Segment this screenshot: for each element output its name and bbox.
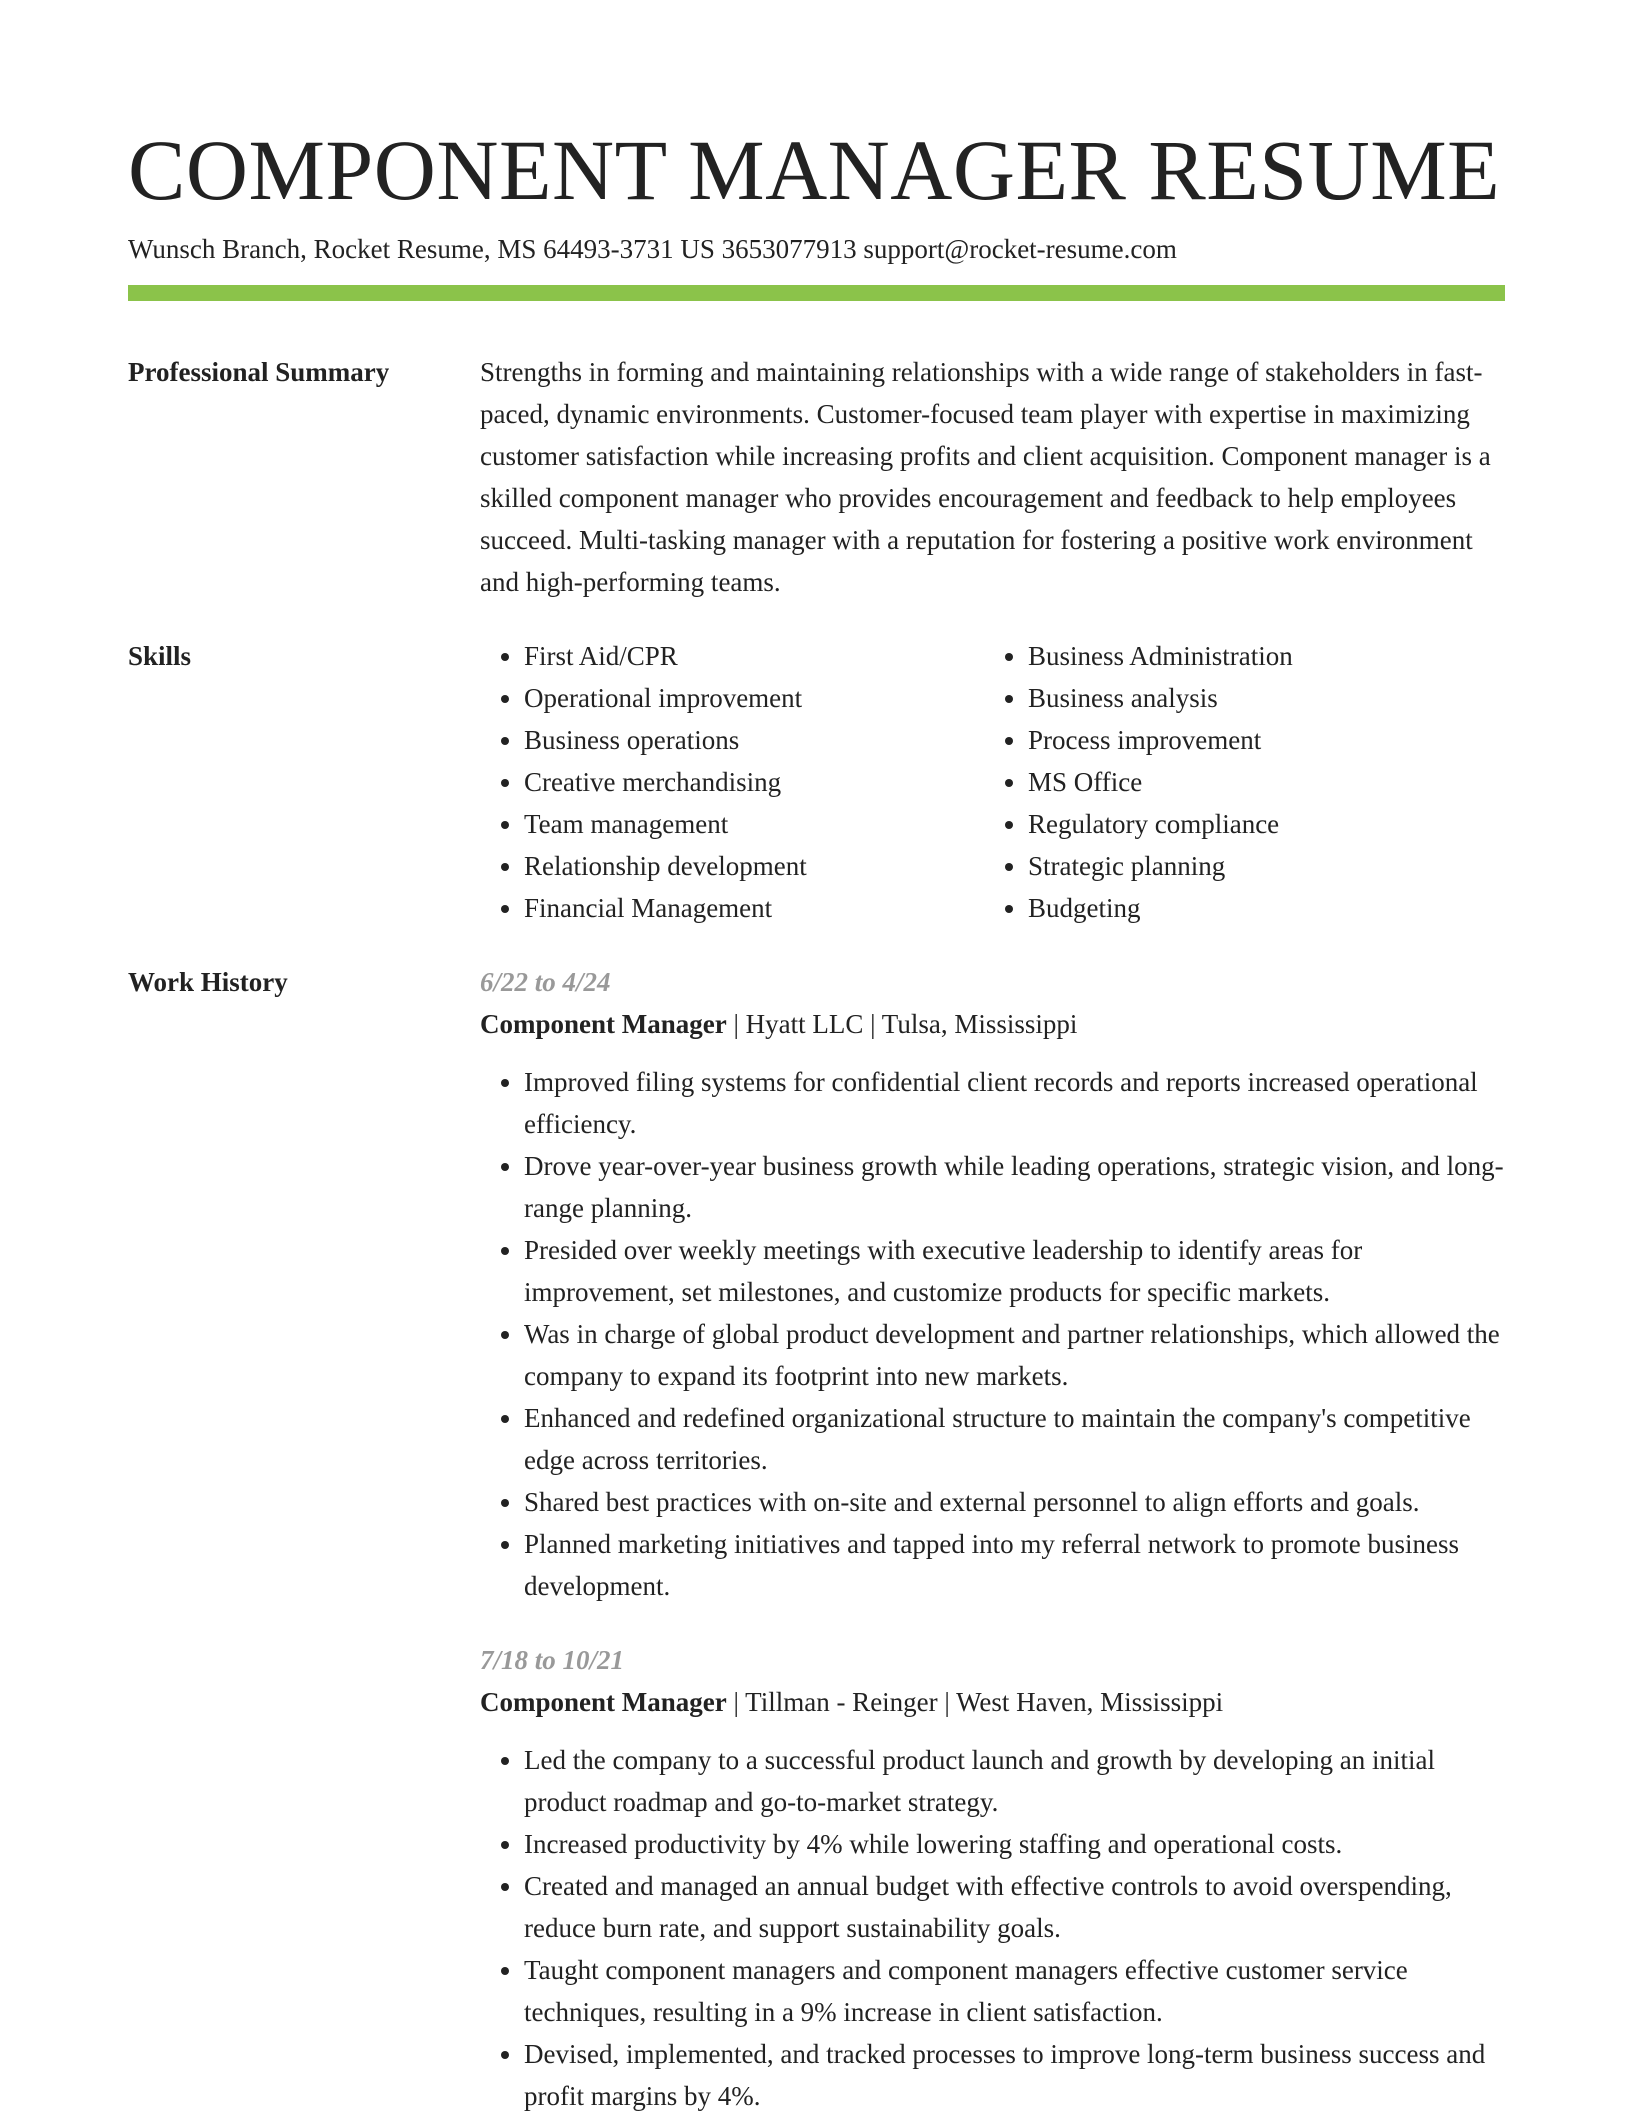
job-bullet: • Enhanced and redefined organizational structure to maintain the company's competitive edge across territories. (524, 1397, 1505, 1481)
job-heading: Component Manager | Hyatt LLC | Tulsa, Mississippi (480, 1009, 1078, 1039)
job-bullet: • Improved filing systems for confidential client records and reports increased operational efficiency. (524, 1061, 1505, 1145)
section-label-skills: Skills (128, 641, 192, 671)
job-location: Tulsa, Mississippi (881, 1009, 1078, 1039)
work-history-section (128, 961, 1505, 2117)
skill-item: • Business analysis (1028, 677, 1488, 719)
job-dates: 7/18 to 10/21 (480, 1645, 625, 1675)
job-entry (480, 1639, 1505, 2117)
skill-item: • Relationship development (524, 845, 984, 887)
skill-item: • Creative merchandising (524, 761, 984, 803)
contact-line: Wunsch Branch, Rocket Resume, MS 64493-3731 US 3653077913 support@rocket-resume.com (128, 234, 1177, 264)
job-location: West Haven, Mississippi (956, 1687, 1224, 1717)
job-company: Hyatt LLC (745, 1009, 864, 1039)
job-bullet: • Created and managed an annual budget with effective controls to avoid overspending, reduce burn rate, and support sustainability goals. (524, 1865, 1505, 1949)
skill-item: • Regulatory compliance (1028, 803, 1488, 845)
summary-text: Strengths in forming and maintaining relationships with a wide range of stakeholders in fast-paced, dynamic environments. Customer-focused team player with expertise in maximizing customer satisfaction while increasing profits and client acquisition. Component manager is a skilled component manager who provides encouragement and feedback to help employees succeed. Multi-tasking manager with a reputation for fostering a positive work environment and high-performing teams. (480, 357, 1491, 597)
skill-item: • MS Office (1028, 761, 1488, 803)
job-title: Component Manager (480, 1687, 727, 1717)
job-bullet: • Shared best practices with on-site and external personnel to align efforts and goals. (524, 1481, 1505, 1523)
skill-item: • Strategic planning (1028, 845, 1488, 887)
skill-item: • Business operations (524, 719, 984, 761)
job-title: Component Manager (480, 1009, 727, 1039)
section-label-summary: Professional Summary (128, 357, 390, 387)
skill-item: • Team management (524, 803, 984, 845)
resume-page (128, 0, 1505, 2117)
skill-item: • Business Administration (1028, 635, 1488, 677)
skills-list-right (984, 635, 1488, 929)
skill-item: • Process improvement (1028, 719, 1488, 761)
job-bullet: • Planned marketing initiatives and tapped into my referral network to promote business development. (524, 1523, 1505, 1607)
job-bullet-list (480, 1061, 1505, 1607)
skill-item: • First Aid/CPR (524, 635, 984, 677)
job-bullet: • Was in charge of global product development and partner relationships, which allowed the company to expand its footprint into new markets. (524, 1313, 1505, 1397)
section-label-work-history: Work History (128, 967, 288, 997)
job-bullet: • Taught component managers and component managers effective customer service techniques, resulting in a 9% increase in client satisfaction. (524, 1949, 1505, 2033)
summary-section (128, 351, 1505, 603)
job-bullet: • Devised, implemented, and tracked processes to improve long-term business success and profit margins by 4%. (524, 2033, 1505, 2117)
job-heading: Component Manager | Tillman - Reinger | West Haven, Mississippi (480, 1687, 1224, 1717)
skills-list-left (480, 635, 984, 929)
job-bullet: • Presided over weekly meetings with executive leadership to identify areas for improvement, set milestones, and customize products for specific markets. (524, 1229, 1505, 1313)
header-divider (128, 285, 1505, 301)
skill-item: • Financial Management (524, 887, 984, 929)
job-bullet-list (480, 1739, 1505, 2117)
job-dates: 6/22 to 4/24 (480, 967, 611, 997)
job-bullet: • Drove year-over-year business growth while leading operations, strategic vision, and long-range planning. (524, 1145, 1505, 1229)
skills-section (128, 635, 1505, 929)
skill-item: • Budgeting (1028, 887, 1488, 929)
job-company: Tillman - Reinger (745, 1687, 938, 1717)
job-bullet: • Led the company to a successful product launch and growth by developing an initial product roadmap and go-to-market strategy. (524, 1739, 1505, 1823)
job-entry (480, 961, 1505, 1607)
skill-item: • Operational improvement (524, 677, 984, 719)
resume-title: COMPONENT MANAGER RESUME (128, 122, 1501, 218)
job-bullet: • Increased productivity by 4% while lowering staffing and operational costs. (524, 1823, 1505, 1865)
